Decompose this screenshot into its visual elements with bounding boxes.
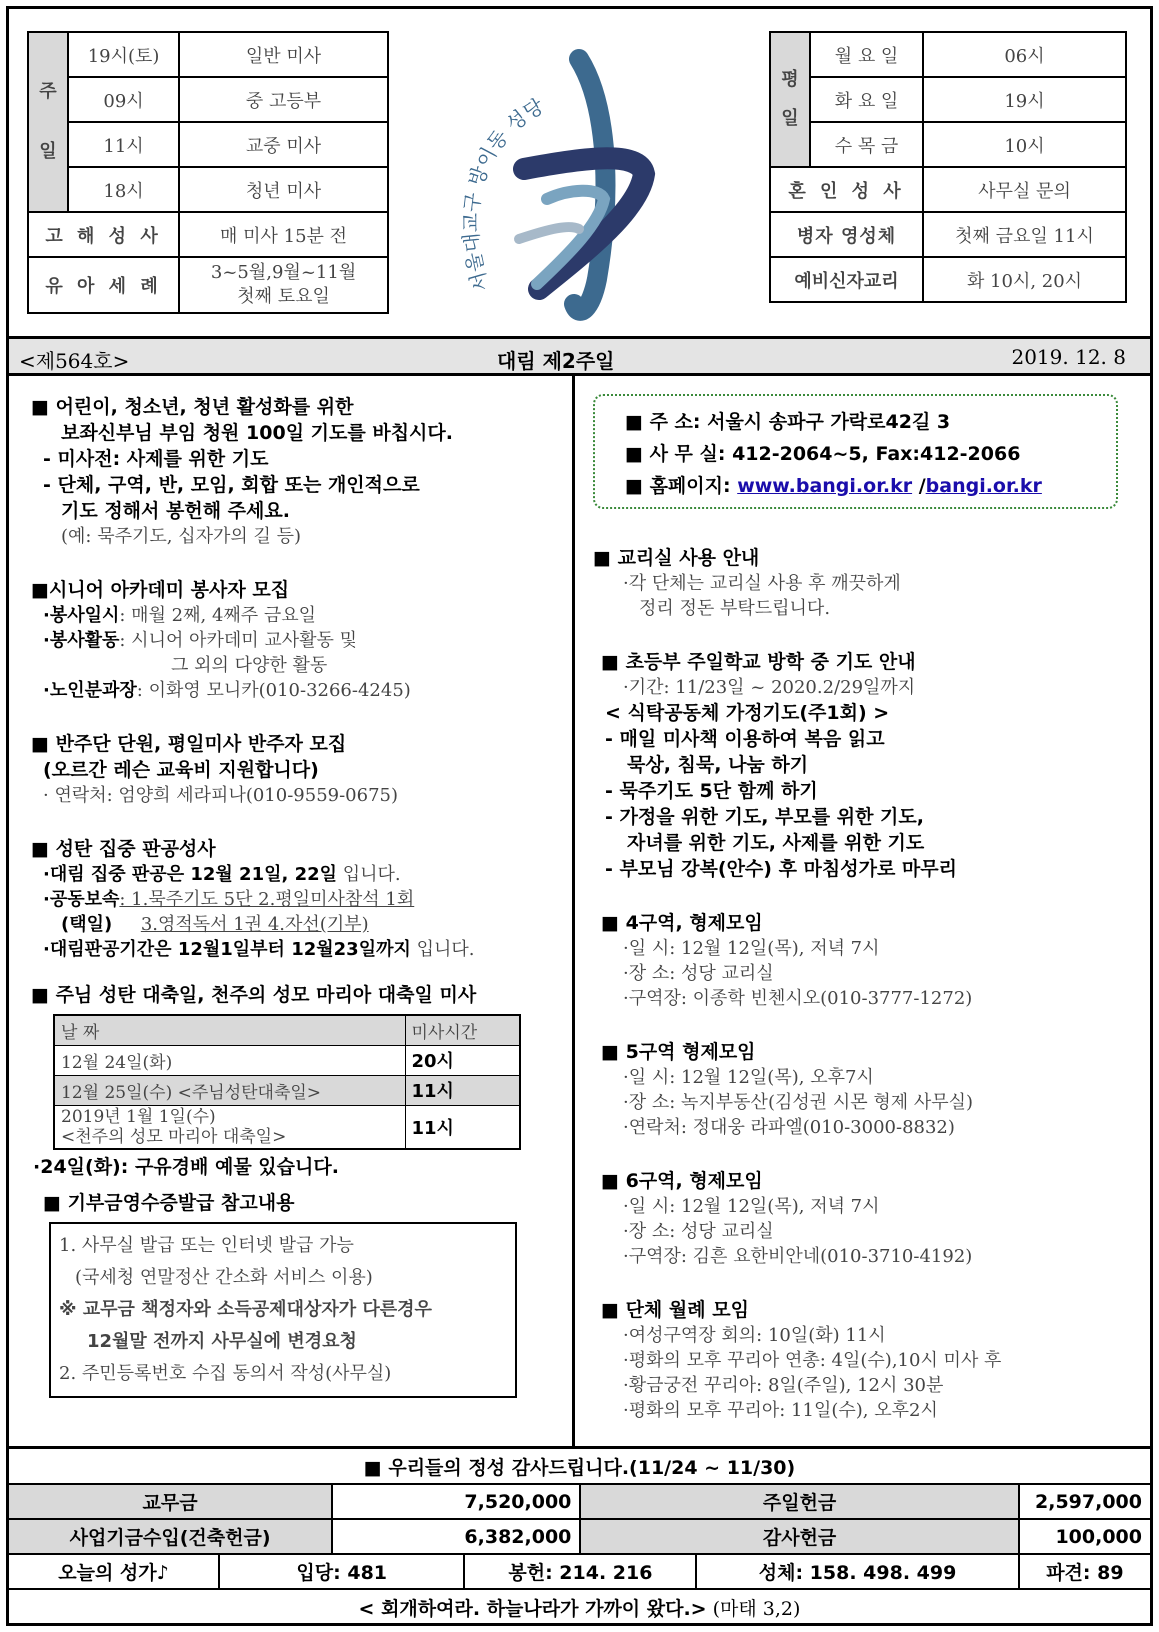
schedule-section xyxy=(9,9,1150,336)
district4-section: ■ 4구역, 형제모임 ·일 시: 12월 12일(목), 저녁 7시 ·장 소: 성당 교리실 ·구역장: 이종학 빈첸시오(010-3777-1272) xyxy=(601,912,973,1009)
church-logo xyxy=(429,39,729,324)
sunday-mass: 중 고등부 xyxy=(179,77,388,122)
issue-number: <제564호> xyxy=(19,349,130,373)
wedding-label: 혼 인 성 사 xyxy=(770,167,923,212)
issue-header xyxy=(9,336,1150,376)
sunday-schedule-table xyxy=(27,31,389,314)
bulletin-page xyxy=(6,6,1153,1626)
confession-section: ■ 성탄 집중 판공성사 ·대림 집중 판공은 12월 21일, 22일 입니다. ·공동보속: 1.묵주기도 5단 2.평일미사참석 1회 (택일) 3.영적독서 1권 4.자선(기부) ·대림판공기간은 12월1일부터 12월23일까지 입니다. xyxy=(31,838,475,960)
weekday-schedule-table xyxy=(769,31,1127,303)
christmas-mass-table: 날 짜 미사시간 12월 24일(화) 20시 12월 25일(수) <주님성탄대축일> 11시 2019년 1월 1일(수) <천주의 성모 마리아 대축일> 11시 xyxy=(53,1014,521,1150)
weekday-time: 19시 xyxy=(923,77,1126,122)
receipt-box: 1. 사무실 발급 또는 인터넷 발급 가능 (국세청 연말정산 간소화 서비스 이용) ※ 교무금 책정자와 소득공제대상자가 다른경우 12월말 전까지 사무실에 변경요청 2. 주민등록번호 수집 동의서 작성(사무실) xyxy=(49,1222,517,1398)
issue-date: 2019. 12. 8 xyxy=(1011,345,1126,369)
prayer-section: ■ 어린이, 청소년, 청년 활성화를 위한 보좌신부님 부임 청원 100일 기도를 바칩시다. - 미사전: 사제를 위한 기도 - 단체, 구역, 반, 모임, 회합 또는 개인적으로 기도 정해서 봉헌해 주세요. (예: 묵주기도, 십자가의 길 등) xyxy=(31,396,453,547)
logo-text: 서울대교구 방이동 성당 xyxy=(458,93,548,295)
weekday-label: 평 일 xyxy=(770,32,810,167)
left-column xyxy=(9,376,575,1446)
offering-table: ■ 우리들의 정성 감사드립니다.(11/24 ~ 11/30) 교무금 7,520,000 주일헌금 2,597,000 사업기금수입(건축헌금) 6,382,000 감사헌금 100,000 오늘의 성가♪ 입당: 481 봉헌: 214. 216 성체: 158. 498. 499 파견: 89 < 회개하여라. 하늘나라가 가까이 왔다.> (마태 3,2) xyxy=(9,1449,1150,1624)
scripture-verse: < 회개하여라. 하늘나라가 가까이 왔다.> (마태 3,2) xyxy=(9,1589,1150,1624)
thanks-heading: ■ 우리들의 정성 감사드립니다.(11/24 ~ 11/30) xyxy=(9,1449,1150,1484)
right-column xyxy=(575,376,1150,1446)
sunday-mass: 일반 미사 xyxy=(179,32,388,77)
organist-section: ■ 반주단 단원, 평일미사 반주자 모집 (오르간 레슨 교육비 지원합니다) · 연락처: 엄양희 세라피나(010-9559-0675) xyxy=(31,733,399,806)
sunday-time: 18시 xyxy=(68,167,179,212)
sunday-time: 19시(토) xyxy=(68,32,179,77)
weekday-time: 06시 xyxy=(923,32,1126,77)
weekday-day: 월 요 일 xyxy=(810,32,923,77)
issue-title: 대림 제2주일 xyxy=(497,349,615,373)
monthly-meeting-section: ■ 단체 월례 모임 ·여성구역장 회의: 10일(화) 11시 ·평화의 모후 꾸리아 연총: 4일(수),10시 미사 후 ·황금궁전 꾸리아: 8일(주일), 12시 30분 ·평화의 모후 꾸리아: 11일(수), 오후2시 xyxy=(601,1299,1002,1421)
weekday-day: 화 요 일 xyxy=(810,77,923,122)
confession-label: 고 해 성 사 xyxy=(28,212,179,257)
baptism-value: 3~5월,9월~11월 첫째 토요일 xyxy=(179,257,388,313)
confession-value: 매 미사 15분 전 xyxy=(179,212,388,257)
sunday-mass: 청년 미사 xyxy=(179,167,388,212)
homepage-link-2[interactable]: bangi.or.kr xyxy=(925,475,1042,497)
sunday-label: 주 일 xyxy=(28,32,68,212)
district6-section: ■ 6구역, 형제모임 ·일 시: 12월 12일(목), 저녁 7시 ·장 소: 성당 교리실 ·구역장: 김흔 요한비안네(010-3710-4192) xyxy=(601,1170,973,1267)
weekday-day: 수 목 금 xyxy=(810,122,923,167)
catechumen-value: 화 10시, 20시 xyxy=(923,257,1126,302)
sick-label: 병자 영성체 xyxy=(770,212,923,257)
catechumen-label: 예비신자교리 xyxy=(770,257,923,302)
senior-academy-section: ■시니어 아카데미 봉사자 모집 ·봉사일시: 매월 2째, 4째주 금요일 ·봉사활동: 시니어 아카데미 교사활동 및 그 외의 다양한 활동 ·노인분과장: 이화영 모니카(010-3266-4245) xyxy=(31,579,411,701)
sunday-time: 09시 xyxy=(68,77,179,122)
christmas-mass-section: ■ 주님 성탄 대축일, 천주의 성모 마리아 대축일 미사 날 짜 미사시간 12월 24일(화) 20시 12월 25일(수) <주님성탄대축일> 11시 2019년 1월 1일(수) <천주의 성모 마리아 대축일> 11시 ·24일(화): 구유경배 예물 있습니다. xyxy=(31,982,572,1180)
homepage-link[interactable]: www.bangi.or.kr xyxy=(737,475,913,497)
weekday-time: 10시 xyxy=(923,122,1126,167)
classroom-section: ■ 교리실 사용 안내 ·각 단체는 교리실 사용 후 깨끗하게 정리 정돈 부탁드립니다. xyxy=(593,547,901,619)
baptism-label: 유 아 세 례 xyxy=(28,257,179,313)
sunday-mass: 교중 미사 xyxy=(179,122,388,167)
district5-section: ■ 5구역 형제모임 ·일 시: 12월 12일(목), 오후7시 ·장 소: 녹지부동산(김성권 시몬 형제 사무실) ·연락처: 정대웅 라파엘(010-3000-8832) xyxy=(601,1041,974,1138)
address-box: ■ 주 소: 서울시 송파구 가락로42길 3 ■ 사 무 실: 412-2064~5, Fax:412-2066 ■ 홈페이지: www.bangi.or.kr /bangi.or.kr xyxy=(593,394,1118,509)
wedding-value: 사무실 문의 xyxy=(923,167,1126,212)
receipt-section: ■ 기부금영수증발급 참고내용 1. 사무실 발급 또는 인터넷 발급 가능 (국세청 연말정산 간소화 서비스 이용) ※ 교무금 책정자와 소득공제대상자가 다른경우 12월말 전까지 사무실에 변경요청 2. 주민등록번호 수집 동의서 작성(사무실) xyxy=(31,1190,572,1398)
sunday-school-section: ■ 초등부 주일학교 방학 중 기도 안내 ·기간: 11/23일 ~ 2020.2/29일까지 < 식탁공동체 가정기도(주1회) > - 매일 미사책 이용하여 복음 읽고 묵상, 침묵, 나눔 하기 - 묵주기도 5단 함께 하기 - 가정을 위한 기도, 부모를 위한 기도, 자녀를 위한 기도, 사제를 위한 기도 - 부모님 강복(안수) 후 마침성가로 마무리 xyxy=(601,651,957,880)
sunday-time: 11시 xyxy=(68,122,179,167)
svg-text:서울대교구 방이동 성당 xyxy=(459,93,549,294)
offering-footer xyxy=(9,1446,1150,1623)
sick-value: 첫째 금요일 11시 xyxy=(923,212,1126,257)
